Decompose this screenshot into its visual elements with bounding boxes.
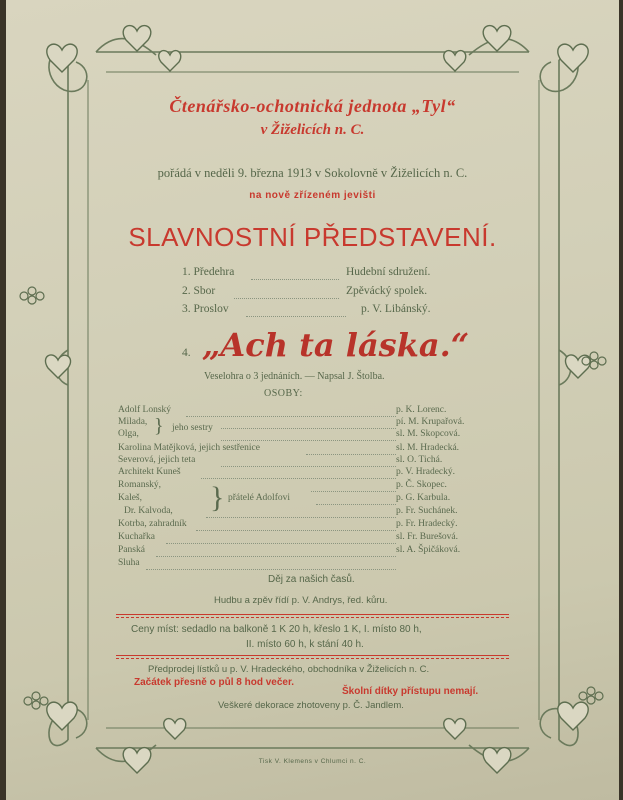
prices-line-2: II. místo 60 h, k stání 40 h. <box>246 639 364 650</box>
event-title: SLAVNOSTNÍ PŘEDSTAVENÍ. <box>128 222 497 252</box>
cast-dots <box>221 428 396 429</box>
separator-line <box>116 617 509 618</box>
persons-heading: OSOBY: <box>264 388 303 399</box>
separator-line <box>116 655 509 656</box>
program-performer-2: Zpěvácký spolek. <box>346 285 428 297</box>
separator-line <box>116 614 509 615</box>
floral-border-ornament <box>6 0 619 800</box>
cast-role: Architekt Kuneš <box>118 467 181 477</box>
program-dots <box>251 279 339 280</box>
cast-group-sisters: jeho sestry <box>172 423 213 433</box>
decoration-credit: Veškeré dekorace zhotoveny p. Č. Jandlem. <box>218 700 404 711</box>
cast-role: Milada, <box>118 417 148 427</box>
cast-bracket: } <box>154 415 164 437</box>
cast-actor: p. K. Lorenc. <box>396 405 447 415</box>
cast-dots <box>201 478 396 479</box>
cast-actor: p. Fr. Suchánek. <box>396 506 458 516</box>
cast-dots <box>206 517 396 518</box>
cast-actor: p. G. Karbula. <box>396 493 451 503</box>
program-dots <box>234 298 339 299</box>
society-name: Čtenářsko-ochotnická jednota „Tyl“ <box>169 96 456 116</box>
program-item-3: 3. Proslov <box>182 303 229 315</box>
cast-role: Romanský, <box>118 480 162 490</box>
stage-note: na nově zřízeném jevišti <box>249 190 376 201</box>
cast-dots <box>221 466 396 467</box>
prices-line-1: Ceny míst: sedadlo na balkoně 1 K 20 h, křeslo 1 K, I. místo 80 h, <box>131 624 422 635</box>
printer-credit: Tisk V. Klemens v Chlumci n. C. <box>258 758 367 765</box>
cast-role: Severová, jejich teta <box>118 455 196 465</box>
society-place: v Žiželicích n. C. <box>260 122 365 138</box>
cast-role: Kuchařka <box>118 532 155 542</box>
music-credit: Hudbu a zpěv řídí p. V. Andrys, řed. kůru. <box>214 595 388 606</box>
poster-sheet <box>6 0 619 800</box>
cast-role: Kotrba, zahradník <box>118 519 187 529</box>
cast-dots <box>311 491 396 492</box>
cast-dots <box>306 454 396 455</box>
cast-bracket: } <box>210 481 225 514</box>
play-number: 4. <box>182 347 191 359</box>
cast-group-friends: přátelé Adolfovi <box>228 493 290 503</box>
cast-dots <box>186 416 396 417</box>
separator-line <box>116 658 509 659</box>
cast-actor: sl. A. Špičáková. <box>396 545 461 555</box>
cast-dots <box>221 440 396 441</box>
cast-actor: sl. M. Skopcová. <box>396 429 461 439</box>
cast-role: Dr. Kalvoda, <box>124 506 173 516</box>
cast-dots <box>316 504 396 505</box>
program-item-1: 1. Předehra <box>182 266 235 278</box>
cast-dots <box>146 569 396 570</box>
cast-actor: sl. Fr. Burešová. <box>396 532 459 542</box>
cast-role: Kaleš, <box>118 493 143 503</box>
cast-actor: p. Fr. Hradecký. <box>396 519 458 529</box>
no-children-note: Školní dítky přístupu nemají. <box>342 686 479 697</box>
setting-note: Děj za našich časů. <box>268 574 355 585</box>
cast-actor: sl. M. Hradecká. <box>396 443 460 453</box>
start-time: Začátek přesně o půl 8 hod večer. <box>134 677 295 688</box>
cast-dots <box>156 556 396 557</box>
cast-role: Sluha <box>118 558 140 568</box>
cast-actor: pí. M. Krupařová. <box>396 417 465 427</box>
cast-actor: sl. O. Tichá. <box>396 455 443 465</box>
cast-role: Panská <box>118 545 145 555</box>
cast-actor: p. Č. Skopec. <box>396 480 447 490</box>
program-performer-1: Hudební sdružení. <box>346 266 431 278</box>
program-performer-3: p. V. Libánský. <box>361 303 431 315</box>
play-title: „Ach ta láska.“ <box>202 326 470 364</box>
cast-dots <box>166 543 396 544</box>
cast-role: Olga, <box>118 429 139 439</box>
play-subtitle: Veselohra o 3 jednáních. — Napsal J. Štolba. <box>204 371 385 382</box>
announcement: pořádá v neděli 9. března 1913 v Sokolovně v Žiželicích n. C. <box>157 166 468 180</box>
cast-role: Adolf Lonský <box>118 405 172 415</box>
program-item-2: 2. Sbor <box>182 285 216 297</box>
cast-actor: p. V. Hradecký. <box>396 467 456 477</box>
cast-role: Karolina Matějková, jejich sestřenice <box>118 443 260 453</box>
presale-note: Předprodej lístků u p. V. Hradeckého, obchodníka v Žiželicích n. C. <box>148 664 430 675</box>
cast-dots <box>196 530 396 531</box>
program-dots <box>246 316 346 317</box>
